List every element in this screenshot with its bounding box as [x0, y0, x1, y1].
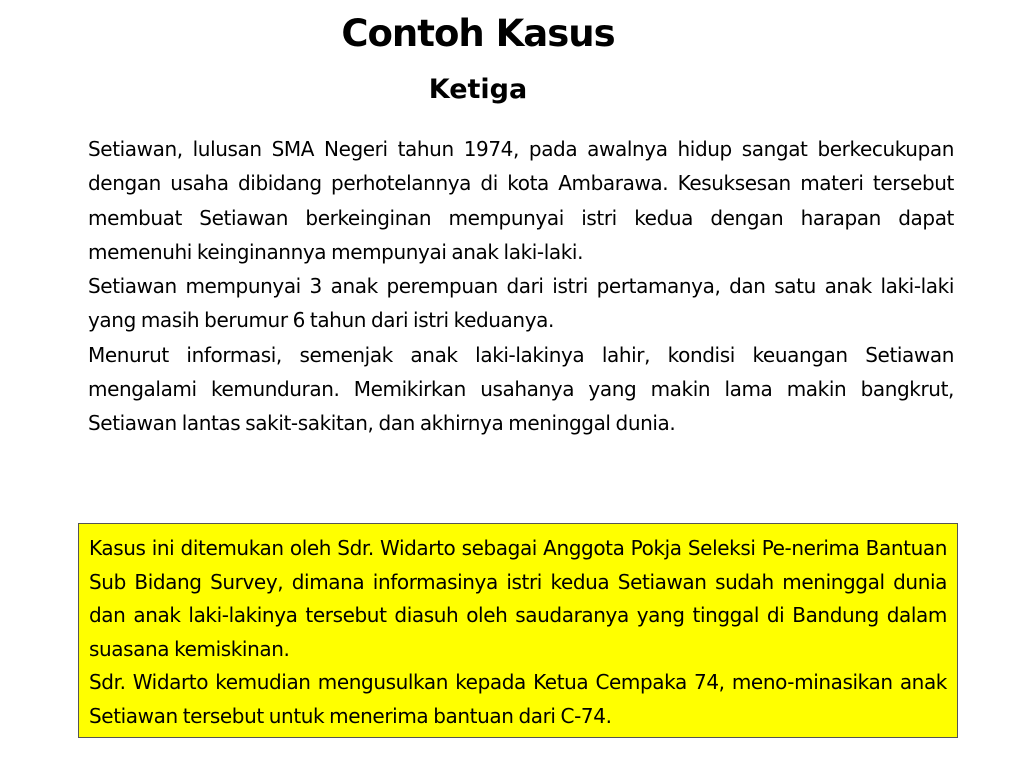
highlight-box — [78, 523, 958, 738]
slide-subtitle: Ketiga — [428, 74, 528, 105]
case-description — [88, 132, 954, 441]
slide-title: Contoh Kasus — [341, 12, 615, 55]
case-paragraph-3: Menurut informasi, semenjak anak laki-lakinya lahir, kondisi keuangan Setiawan mengalami kemunduran. Memikirkan usahanya yang makin lama makin bangkrut, Setiawan lantas sakit-sakitan, dan akhirnya meninggal dunia. — [88, 342, 954, 436]
highlight-paragraph-1: Kasus ini ditemukan oleh Sdr. Widarto sebagai Anggota Pokja Seleksi Pe-nerima Bantuan Sub Bidang Survey, dimana informasinya istri kedua Setiawan sudah meninggal dunia dan anak laki-lakinya tersebut diasuh oleh saudaranya yang tinggal di Bandung dalam suasana kemiskinan. — [89, 536, 947, 661]
case-paragraph-1: Setiawan, lulusan SMA Negeri tahun 1974, pada awalnya hidup sangat berkecukupan dengan usaha dibidang perhotelannya di kota Ambarawa. Kesuksesan materi tersebut membuat Setiawan berkeinginan mempunyai istri kedua dengan harapan dapat memenuhi keinginannya mempunyai anak laki-laki. — [88, 137, 954, 264]
highlight-paragraph-2: Sdr. Widarto kemudian mengusulkan kepada Ketua Cempaka 74, meno-minasikan anak Setiawan tersebut untuk menerima bantuan dari C-74. — [89, 670, 947, 728]
case-paragraph-2: Setiawan mempunyai 3 anak perempuan dari istri pertamanya, dan satu anak laki-laki yang masih berumur 6 tahun dari istri keduanya. — [88, 274, 954, 333]
